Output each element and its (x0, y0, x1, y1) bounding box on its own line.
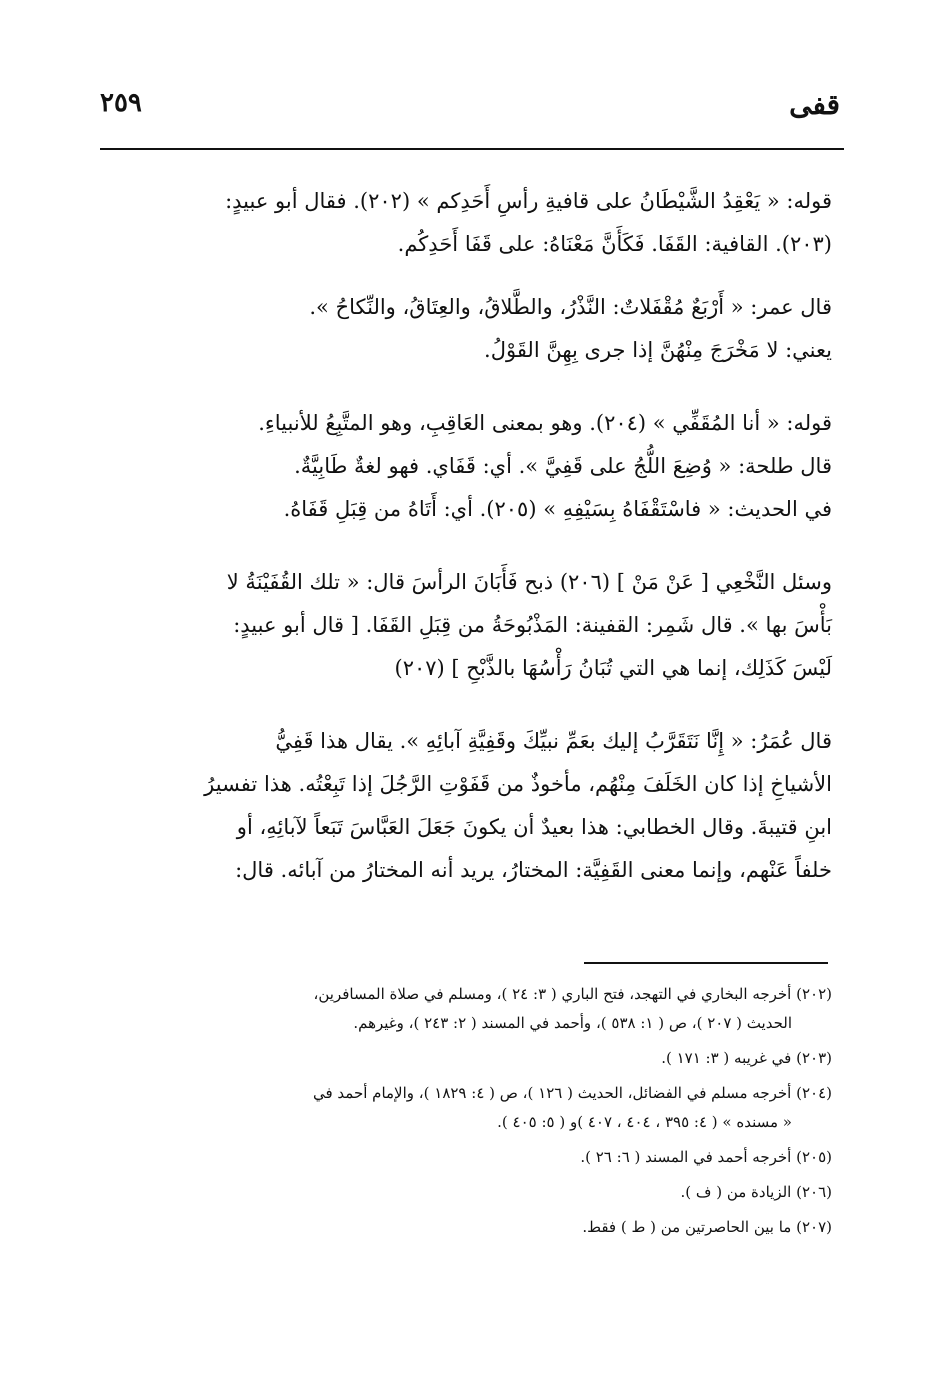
footnote-202 (112, 980, 832, 1038)
entry-qafiya (112, 180, 832, 266)
entry-qufayna (112, 561, 832, 690)
text-line: خلفاً عَنْهم، وإنما معنى القَفِيَّة: المختارُ، يريد أنه المختارُ من آبائه. قال: (235, 858, 832, 882)
text-line: بَأْسَ بها ». قال شَمِر: القفينة: المَذْبُوحَةُ من قِبَلِ القَفَا. [ قال أبو عبيدٍ: (233, 613, 832, 637)
footnote-204 (112, 1079, 832, 1137)
text-line: وسئل النَّخْعِي [ عَنْ مَنْ ] (٢٠٦) ذبح فَأَبَانَ الرأسَ قال: « تلك القُفَيْنَةُ لا (226, 570, 832, 594)
text-line: قال عمر: « أَرْبَعٌ مُقْفَلاتٌ: النَّذْرُ، والطَّلاقُ، والعِتَاقُ، والنِّكاحُ ». (309, 295, 832, 319)
footnote-text: (٢٠٥) أخرجه أحمد في المسند ( ٦: ٢٦ ). (580, 1148, 832, 1166)
text-line: في الحديث: « فاسْتَقْفَاهُ بِسَيْفِهِ » (٢٠٥). أي: أَتَاهُ من قِبَلِ قَفَاهُ. (283, 497, 832, 521)
footnote-continuation: « مسنده » ( ٤: ٣٩٥ ، ٤٠٤ ، ٤٠٧ )و ( ٥: ٤٠٥ ). (497, 1113, 792, 1131)
footnote-text: (٢٠٦) الزيادة من ( ف ). (680, 1183, 832, 1201)
footnote-206 (112, 1178, 832, 1207)
header-rule (100, 148, 844, 150)
footnote-continuation: الحديث ( ٢٠٧ )، ص ( ١: ٥٣٨ )، وأحمد في المسند ( ٢: ٢٤٣ )، وغيرهم. (353, 1014, 792, 1032)
footnote-207 (112, 1213, 832, 1242)
text-line: يعني: لا مَخْرَجَ مِنْهُنَّ إذا جرى بِهِنَّ القَوْلُ. (484, 338, 832, 362)
footnote-text: (٢٠٤) أخرجه مسلم في الفضائل، الحديث ( ١٢٦ )، ص ( ٤: ١٨٢٩ )، والإمام أحمد في (312, 1084, 832, 1102)
running-head-word: قفى (789, 88, 840, 121)
footnote-text: (٢٠٢) أخرجه البخاري في التهجد، فتح الباري ( ٣: ٢٤ )، ومسلم في صلاة المسافرين، (313, 985, 832, 1003)
page-header (100, 88, 840, 136)
footnote-separator (584, 962, 828, 964)
footnote-text: (٢٠٧) ما بين الحاصرتين من ( ط ) فقط. (582, 1218, 832, 1236)
footnote-205 (112, 1143, 832, 1172)
footnotes (112, 980, 832, 1248)
text-line: قال عُمَرُ: « إِنَّا نَتَقَرَّبُ إليك بعَمِّ نبيِّكَ وقَفِيَّةِ آبائِهِ ». يقال هذا قَفِيُّ (275, 729, 832, 753)
entry-muqfalat (112, 286, 832, 372)
entry-muqaffi (112, 402, 832, 531)
text-line: (٢٠٣). القافية: القَفَا. فَكَأَنَّ مَعْنَاهُ: على قَفَا أَحَدِكُم. (397, 232, 832, 256)
footnote-203 (112, 1044, 832, 1073)
entry-qafiyya (112, 720, 832, 892)
text-line: ابنِ قتيبةَ. وقال الخطابي: هذا بعيدٌ أن يكونَ جَعَلَ العَبَّاسَ تَبَعاً لآبائِهِ، أو (236, 815, 832, 839)
main-text (112, 180, 832, 912)
text-line: قوله: « أنا المُقَفِّي » (٢٠٤). وهو بمعنى العَاقِبِ، وهو المتَّبِعُ للأنبياءِ. (258, 411, 832, 435)
text-line: الأشياخِ إذا كان الخَلَفَ مِنْهُم، مأخوذٌ من قَفَوْتِ الرَّجُلَ إذا تَبِعْتُه. هذا تفسيرُ (204, 772, 832, 796)
footnote-text: (٢٠٣) في غريبه ( ٣: ١٧١ ). (661, 1049, 832, 1067)
text-line: لَيْسَ كَذَلِك، إنما هي التي تُبَانُ رَأْسُهَا بالذَّبْحِ ] (٢٠٧) (394, 656, 832, 680)
text-line: قوله: « يَعْقِدُ الشَّيْطَانُ على قافيةِ رأسِ أَحَدِكم » (٢٠٢). فقال أبو عبيدٍ: (225, 189, 832, 213)
page-number: ٢٥٩ (100, 88, 142, 118)
text-line: قال طلحة: « وُضِعَ اللُّجُ على قَفِيَّ ». أي: قَفَاي. فهو لغةٌ طَابِيَّةٌ. (294, 454, 832, 478)
